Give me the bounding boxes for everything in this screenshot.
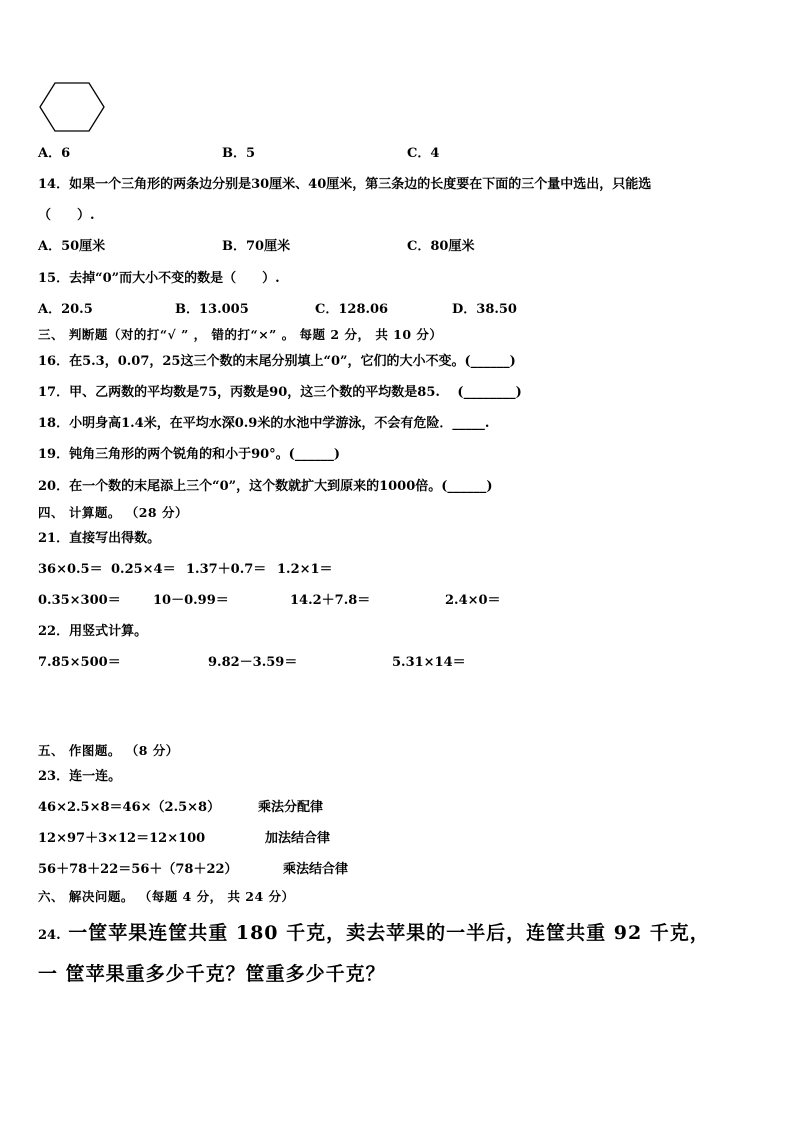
q15-question: 15．去掉“0”而大小不变的数是（ ）.: [38, 271, 280, 286]
section-4-title: 四、 计算题。 （28 分）: [38, 505, 188, 520]
q23-left-item: 46×2.5×8＝46×（2.5×8）: [38, 800, 221, 815]
q23-title: 23．连一连。: [38, 769, 122, 784]
q23-right-item: 乘法分配律: [258, 800, 324, 815]
q21-expression: 14.2＋7.8＝: [290, 593, 371, 608]
q23-right-item: 加法结合律: [265, 831, 331, 846]
section-5-title: 五、 作图题。 （8 分）: [38, 743, 179, 758]
q23-left-item: 12×97＋3×12＝12×100: [38, 831, 206, 846]
q13-option-a: A．6: [38, 146, 71, 161]
q15-option-d: D．38.50: [452, 302, 517, 317]
q13-option-c: C．4: [407, 146, 440, 161]
q19-statement: 19．钝角三角形的两个锐角的和小于90°。(______): [38, 447, 340, 462]
q21-expression: 1.2×1＝: [277, 562, 333, 577]
q14-blank: （ ）.: [38, 208, 95, 223]
q21-expression: 1.37＋0.7＝: [186, 562, 267, 577]
q21-expression: 10－0.99＝: [153, 593, 229, 608]
q21-title: 21．直接写出得数。: [38, 531, 161, 546]
hexagon-icon: [38, 82, 106, 132]
q24-line-1: [38, 920, 710, 949]
q22-expression: 9.82－3.59＝: [208, 655, 298, 670]
q13-option-b: B．5: [222, 146, 256, 161]
q22-expression: 5.31×14＝: [392, 655, 466, 670]
q24-number: 24.: [38, 928, 61, 943]
section-3-title: 三、 判断题（对的打“√ ” ， 错的打“×” 。 每题 2 分， 共 10 分）: [38, 327, 443, 342]
q22-title: 22．用竖式计算。: [38, 624, 148, 639]
q20-statement: 20．在一个数的末尾添上三个“0”，这个数就扩大到原来的1000倍。(______): [38, 479, 493, 494]
q15-option-a: A．20.5: [38, 302, 93, 317]
q24-text-line-1: 一筐苹果连筐共重 180 千克，卖去苹果的一半后，连筐共重 92 千克，: [68, 922, 710, 944]
q16-statement: 16．在5.3，0.07，25这三个数的末尾分别填上“0”，它们的大小不变。(______): [38, 354, 516, 369]
q14-option-b: B．70厘米: [222, 239, 291, 254]
q21-expression: 0.25×4＝: [111, 562, 176, 577]
q21-expression: 0.35×300＝: [38, 593, 121, 608]
q17-statement: 17．甲、乙两数的平均数是75，丙数是90，这三个数的平均数是85. (________): [38, 385, 522, 400]
q14-option-c: C．80厘米: [407, 239, 475, 254]
section-6-title: 六、 解决问题。 （每题 4 分， 共 24 分）: [38, 889, 295, 904]
q14-question: 14．如果一个三角形的两条边分别是30厘米、40厘米，第三条边的长度要在下面的三个量中选出，只能选: [38, 177, 652, 192]
q21-expression: 36×0.5＝: [38, 562, 103, 577]
q22-expression: 7.85×500＝: [38, 655, 121, 670]
q23-right-item: 乘法结合律: [283, 862, 349, 877]
q14-option-a: A．50厘米: [38, 239, 106, 254]
q18-statement: 18．小明身高1.4米，在平均水深0.9米的水池中学游泳，不会有危险．_____.: [38, 416, 490, 431]
q15-option-c: C．128.06: [315, 302, 389, 317]
q21-expression: 2.4×0＝: [445, 593, 501, 608]
q15-option-b: B．13.005: [175, 302, 249, 317]
q23-left-item: 56＋78＋22＝56＋（78＋22）: [38, 862, 238, 877]
q24-line-2: 一 筐苹果重多少千克？筐重多少千克？: [38, 963, 386, 985]
